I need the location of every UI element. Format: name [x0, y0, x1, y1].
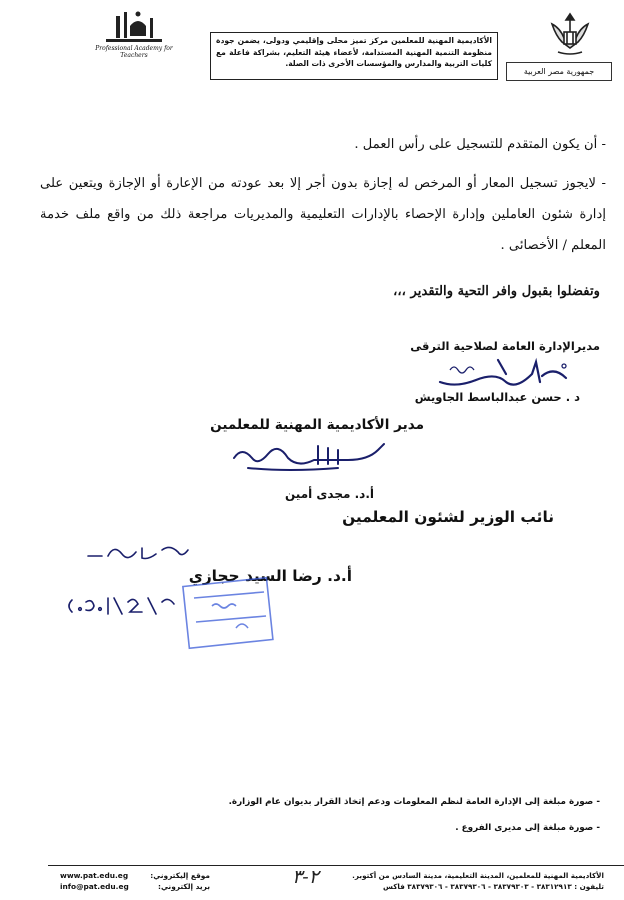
copy-note-1: - صورة مبلغة إلى الإدارة العامة لنظم المعلومات ودعم إتخاذ القرار بديوان عام الوزارة. [228, 797, 600, 807]
signatory-3-name: أ.د. رضا السيد حجازي [188, 567, 352, 585]
email-link[interactable]: info@pat.edu.eg [60, 882, 129, 891]
closing-greeting: وتفضلوا بقبول وافر التحية والتقدير ،،، [393, 284, 600, 299]
footer-divider [48, 865, 624, 866]
signatory-1-name: د . حسن عبدالباسط الجاويش [414, 390, 580, 404]
handwritten-date [64, 592, 194, 622]
egypt-eagle-emblem-icon [544, 8, 596, 60]
website-link[interactable]: www.pat.edu.eg [60, 871, 129, 880]
country-label: جمهورية مصر العربية [506, 62, 612, 81]
footer-web-block [60, 870, 210, 892]
signature-3-handwriting [84, 540, 194, 566]
signatory-1-title: مديرالإدارة العامة لصلاحية الترقى [410, 339, 600, 353]
website-label: موقع إليكتروني: [150, 871, 210, 880]
footer-contact-block [284, 870, 604, 892]
academy-vision-box: الأكاديمية المهنية للمعلمين مركز تميز محلى وإقليمي ودولى، يضمن جودة منظومة التنمية المهنية المستدامة، لأعضاء هيئة التعليم، بشراكة فاعلة مع كليات التربية والمدارس والمؤسسات الأخرى ذات الصلة. [210, 32, 498, 80]
signature-2-handwriting [228, 438, 408, 478]
academy-logo-text: Professional Academy for Teachers [95, 45, 173, 59]
copy-note-2: - صورة مبلغة إلى مديرى الفروع . [455, 823, 600, 833]
signature-1-handwriting [436, 352, 586, 392]
footer-phones: تليفون : ٣٨٣١٢٩١٣ - ٣٨٣٧٩٣٠٣ - ٣٨٣٧٩٣٠٦ - ٣٨٣٧٩٣٠٦ فاكس [383, 882, 604, 891]
blue-received-stamp [182, 578, 274, 652]
signatory-2-name: أ.د. مجدى أمين [285, 487, 374, 501]
condition-bullet-1: - أن يكون المتقدم للتسجيل على رأس العمل . [354, 137, 606, 152]
condition-bullet-2: - لايجوز تسجيل المعار أو المرخص له إجازة بدون أجر إلا بعد عودته من الإعارة أو الإجازة ويتعين على إدارة شئون العاملين وإدارة الإحصاء بالإدارات التعليمية والمديريات مراجعة ذلك من واقع ملف خدمة المعلم / الأخصائى . [40, 176, 606, 253]
page-number: ٢-٣ [292, 866, 319, 888]
footer-address: الأكاديمية المهنية للمعلمين، المدينة التعليمية، مدينة السادس من أكتوبر. [352, 871, 604, 880]
email-label: بريد إلكتروني: [157, 882, 210, 891]
signatory-2-title: مدير الأكاديمية المهنية للمعلمين [210, 417, 424, 433]
signatory-3-title: نائب الوزير لشئون المعلمين [342, 508, 554, 526]
